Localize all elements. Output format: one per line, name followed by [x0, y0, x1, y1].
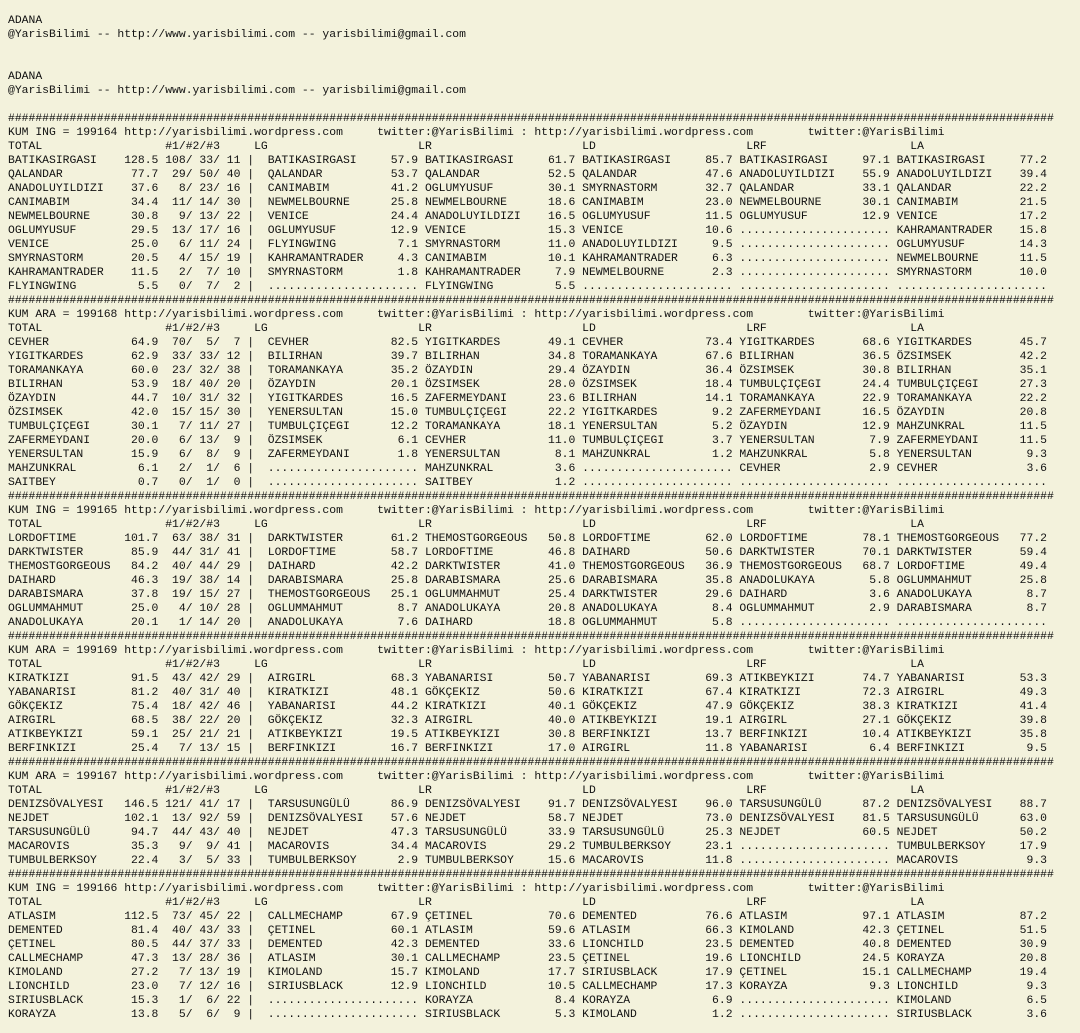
table-row: TUMBULBERKSOY 22.4 3/ 5/ 33 | TUMBULBERKSOY 2.9 TUMBULBERKSOY 15.6 MACAROVIS 11.8 ...................... MACAROVIS 9.3	[8, 855, 1047, 867]
contact-line-repeat: @YarisBilimi -- http://www.yarisbilimi.com -- yarisbilimi@gmail.com	[8, 85, 466, 97]
table-row: BILIRHAN 53.9 18/ 40/ 20 | ÖZAYDIN 20.1 ÖZSIMSEK 28.0 ÖZSIMSEK 18.4 TUMBULÇIÇEGI 24.4 TUMBULÇIÇEGI 27.3	[8, 379, 1047, 391]
race-section	[8, 756, 1080, 868]
separator-line: #########################################################################################################################################################	[8, 869, 1054, 881]
table-row: VENICE 25.0 6/ 11/ 24 | FLYINGWING 7.1 SMYRNASTORM 11.0 ANADOLUYILDIZI 9.5 ...................... OGLUMYUSUF 14.3	[8, 239, 1047, 251]
table-row: CANIMABIM 34.4 11/ 14/ 30 | NEWMELBOURNE 25.8 NEWMELBOURNE 18.6 CANIMABIM 23.0 NEWMELBOURNE 30.1 CANIMABIM 21.5	[8, 197, 1047, 209]
column-header: TOTAL #1/#2/#3 LG LR LD LRF LA	[8, 519, 924, 531]
table-row: DARABISMARA 37.8 19/ 15/ 27 | THEMOSTGORGEOUS 25.1 OGLUMMAHMUT 25.4 DARKTWISTER 29.6 DAIHARD 3.6 ANADOLUKAYA 8.7	[8, 589, 1047, 601]
race-title: KUM ING = 199165 http://yarisbilimi.wordpress.com twitter:@YarisBilimi : http://yarisbilimi.wordpress.com twitter:@YarisBilimi	[8, 505, 945, 517]
table-row: BERFINKIZI 25.4 7/ 13/ 15 | BERFINKIZI 16.7 BERFINKIZI 17.0 AIRGIRL 11.8 YABANARISI 6.4 BERFINKIZI 9.5	[8, 743, 1047, 755]
table-row: ÇETINEL 80.5 44/ 37/ 33 | DEMENTED 42.3 DEMENTED 33.6 LIONCHILD 23.5 DEMENTED 40.8 DEMENTED 30.9	[8, 939, 1047, 951]
race-section	[8, 868, 1080, 1022]
race-section	[8, 112, 1080, 294]
table-row: AIRGIRL 68.5 38/ 22/ 20 | GÖKÇEKIZ 32.3 AIRGIRL 40.0 ATIKBEYKIZI 19.1 AIRGIRL 27.1 GÖKÇEKIZ 39.8	[8, 715, 1047, 727]
table-row: DENIZSÖVALYESI 146.5 121/ 41/ 17 | TARSUSUNGÜLÜ 86.9 DENIZSÖVALYESI 91.7 DENIZSÖVALYESI 96.0 TARSUSUNGÜLÜ 87.2 DENIZSÖVALYESI 88.7	[8, 799, 1047, 811]
table-row: YIGITKARDES 62.9 33/ 33/ 12 | BILIRHAN 39.7 BILIRHAN 34.8 TORAMANKAYA 67.6 BILIRHAN 36.5 ÖZSIMSEK 42.2	[8, 351, 1047, 363]
table-row: LIONCHILD 23.0 7/ 12/ 16 | SIRIUSBLACK 12.9 LIONCHILD 10.5 CALLMECHAMP 17.3 KORAYZA 9.3 LIONCHILD 9.3	[8, 981, 1047, 993]
table-row: LORDOFTIME 101.7 63/ 38/ 31 | DARKTWISTER 61.2 THEMOSTGORGEOUS 50.8 LORDOFTIME 62.0 LORDOFTIME 78.1 THEMOSTGORGEOUS 77.2	[8, 533, 1047, 545]
table-row: ATIKBEYKIZI 59.1 25/ 21/ 21 | ATIKBEYKIZI 19.5 ATIKBEYKIZI 30.8 BERFINKIZI 13.7 BERFINKIZI 10.4 ATIKBEYKIZI 35.8	[8, 729, 1047, 741]
table-row: THEMOSTGORGEOUS 84.2 40/ 44/ 29 | DAIHARD 42.2 DARKTWISTER 41.0 THEMOSTGORGEOUS 36.9 THEMOSTGORGEOUS 68.7 LORDOFTIME 49.4	[8, 561, 1047, 573]
race-section	[8, 490, 1080, 630]
column-header: TOTAL #1/#2/#3 LG LR LD LRF LA	[8, 323, 924, 335]
table-row: ÖZSIMSEK 42.0 15/ 15/ 30 | YENERSULTAN 15.0 TUMBULÇIÇEGI 22.2 YIGITKARDES 9.2 ZAFERMEYDANI 16.5 ÖZAYDIN 20.8	[8, 407, 1047, 419]
table-row: TORAMANKAYA 60.0 23/ 32/ 38 | TORAMANKAYA 35.2 ÖZAYDIN 29.4 ÖZAYDIN 36.4 ÖZSIMSEK 30.8 BILIRHAN 35.1	[8, 365, 1047, 377]
table-row: FLYINGWING 5.5 0/ 7/ 2 | ...................... FLYINGWING 5.5 ...................... ...................... ......................	[8, 281, 1047, 293]
column-header: TOTAL #1/#2/#3 LG LR LD LRF LA	[8, 897, 924, 909]
table-row: SMYRNASTORM 20.5 4/ 15/ 19 | KAHRAMANTRADER 4.3 CANIMABIM 10.1 KAHRAMANTRADER 6.3 ...................... NEWMELBOURNE 11.5	[8, 253, 1047, 265]
table-row: KAHRAMANTRADER 11.5 2/ 7/ 10 | SMYRNASTORM 1.8 KAHRAMANTRADER 7.9 NEWMELBOURNE 2.3 ...................... SMYRNASTORM 10.0	[8, 267, 1047, 279]
table-row: SIRIUSBLACK 15.3 1/ 6/ 22 | ...................... KORAYZA 8.4 KORAYZA 6.9 ...................... KIMOLAND 6.5	[8, 995, 1047, 1007]
table-row: OGLUMYUSUF 29.5 13/ 17/ 16 | OGLUMYUSUF 12.9 VENICE 15.3 VENICE 10.6 ...................... KAHRAMANTRADER 15.8	[8, 225, 1047, 237]
page-title: ADANA	[8, 15, 43, 27]
race-section	[8, 294, 1080, 490]
table-row: YABANARISI 81.2 40/ 31/ 40 | KIRATKIZI 48.1 GÖKÇEKIZ 50.6 KIRATKIZI 67.4 KIRATKIZI 72.3 AIRGIRL 49.3	[8, 687, 1047, 699]
contact-line: @YarisBilimi -- http://www.yarisbilimi.com -- yarisbilimi@gmail.com	[8, 29, 466, 41]
table-row: KORAYZA 13.8 5/ 6/ 9 | ...................... SIRIUSBLACK 5.3 KIMOLAND 1.2 ...................... SIRIUSBLACK 3.6	[8, 1009, 1047, 1021]
column-header: TOTAL #1/#2/#3 LG LR LD LRF LA	[8, 785, 924, 797]
table-row: GÖKÇEKIZ 75.4 18/ 42/ 46 | YABANARISI 44.2 KIRATKIZI 40.1 GÖKÇEKIZ 47.9 GÖKÇEKIZ 38.3 KIRATKIZI 41.4	[8, 701, 1047, 713]
race-title: KUM ING = 199166 http://yarisbilimi.wordpress.com twitter:@YarisBilimi : http://yarisbilimi.wordpress.com twitter:@YarisBilimi	[8, 883, 945, 895]
race-title: KUM ARA = 199169 http://yarisbilimi.wordpress.com twitter:@YarisBilimi : http://yarisbilimi.wordpress.com twitter:@YarisBilimi	[8, 645, 945, 657]
table-row: MACAROVIS 35.3 9/ 9/ 41 | MACAROVIS 34.4 MACAROVIS 29.2 TUMBULBERKSOY 23.1 ...................... TUMBULBERKSOY 17.9	[8, 841, 1047, 853]
table-row: TUMBULÇIÇEGI 30.1 7/ 11/ 27 | TUMBULÇIÇEGI 12.2 TORAMANKAYA 18.1 YENERSULTAN 5.2 ÖZAYDIN 12.9 MAHZUNKRAL 11.5	[8, 421, 1047, 433]
separator-line: #########################################################################################################################################################	[8, 757, 1054, 769]
race-title: KUM ARA = 199168 http://yarisbilimi.wordpress.com twitter:@YarisBilimi : http://yarisbilimi.wordpress.com twitter:@YarisBilimi	[8, 309, 945, 321]
race-title: KUM ARA = 199167 http://yarisbilimi.wordpress.com twitter:@YarisBilimi : http://yarisbilimi.wordpress.com twitter:@YarisBilimi	[8, 771, 945, 783]
race-section	[8, 630, 1080, 756]
table-row: TARSUSUNGÜLÜ 94.7 44/ 43/ 40 | NEJDET 47.3 TARSUSUNGÜLÜ 33.9 TARSUSUNGÜLÜ 25.3 NEJDET 60.5 NEJDET 50.2	[8, 827, 1047, 839]
table-row: CEVHER 64.9 70/ 5/ 7 | CEVHER 82.5 YIGITKARDES 49.1 CEVHER 73.4 YIGITKARDES 68.6 YIGITKARDES 45.7	[8, 337, 1047, 349]
table-row: ÖZAYDIN 44.7 10/ 31/ 32 | YIGITKARDES 16.5 ZAFERMEYDANI 23.6 BILIRHAN 14.1 TORAMANKAYA 22.9 TORAMANKAYA 22.2	[8, 393, 1047, 405]
race-title: KUM ING = 199164 http://yarisbilimi.wordpress.com twitter:@YarisBilimi : http://yarisbilimi.wordpress.com twitter:@YarisBilimi	[8, 127, 945, 139]
table-row: OGLUMMAHMUT 25.0 4/ 10/ 28 | OGLUMMAHMUT 8.7 ANADOLUKAYA 20.8 ANADOLUKAYA 8.4 OGLUMMAHMUT 2.9 DARABISMARA 8.7	[8, 603, 1047, 615]
table-row: DEMENTED 81.4 40/ 43/ 33 | ÇETINEL 60.1 ATLASIM 59.6 ATLASIM 66.3 KIMOLAND 42.3 ÇETINEL 51.5	[8, 925, 1047, 937]
separator-line: #########################################################################################################################################################	[8, 295, 1054, 307]
table-row: ATLASIM 112.5 73/ 45/ 22 | CALLMECHAMP 67.9 ÇETINEL 70.6 DEMENTED 76.6 ATLASIM 97.1 ATLASIM 87.2	[8, 911, 1047, 923]
table-row: ANADOLUYILDIZI 37.6 8/ 23/ 16 | CANIMABIM 41.2 OGLUMYUSUF 30.1 SMYRNASTORM 32.7 QALANDAR 33.1 QALANDAR 22.2	[8, 183, 1047, 195]
table-row: SAITBEY 0.7 0/ 1/ 0 | ...................... SAITBEY 1.2 ...................... ...................... ......................	[8, 477, 1047, 489]
table-row: NEWMELBOURNE 30.8 9/ 13/ 22 | VENICE 24.4 ANADOLUYILDIZI 16.5 OGLUMYUSUF 11.5 OGLUMYUSUF 12.9 VENICE 17.2	[8, 211, 1047, 223]
table-row: DARKTWISTER 85.9 44/ 31/ 41 | LORDOFTIME 58.7 LORDOFTIME 46.8 DAIHARD 50.6 DARKTWISTER 70.1 DARKTWISTER 59.4	[8, 547, 1047, 559]
table-row: NEJDET 102.1 13/ 92/ 59 | DENIZSÖVALYESI 57.6 NEJDET 58.7 NEJDET 73.0 DENIZSÖVALYESI 81.5 TARSUSUNGÜLÜ 63.0	[8, 813, 1047, 825]
table-row: ANADOLUKAYA 20.1 1/ 14/ 20 | ANADOLUKAYA 7.6 DAIHARD 18.8 OGLUMMAHMUT 5.8 ...................... ......................	[8, 617, 1047, 629]
race-sections	[8, 112, 1080, 1022]
column-header: TOTAL #1/#2/#3 LG LR LD LRF LA	[8, 141, 924, 153]
table-row: KIRATKIZI 91.5 43/ 42/ 29 | AIRGIRL 68.3 YABANARISI 50.7 YABANARISI 69.3 ATIKBEYKIZI 74.7 YABANARISI 53.3	[8, 673, 1047, 685]
separator-line: #########################################################################################################################################################	[8, 631, 1054, 643]
table-row: QALANDAR 77.7 29/ 50/ 40 | QALANDAR 53.7 QALANDAR 52.5 QALANDAR 47.6 ANADOLUYILDIZI 55.9 ANADOLUYILDIZI 39.4	[8, 169, 1047, 181]
table-row: MAHZUNKRAL 6.1 2/ 1/ 6 | ...................... MAHZUNKRAL 3.6 ...................... CEVHER 2.9 CEVHER 3.6	[8, 463, 1047, 475]
table-row: YENERSULTAN 15.9 6/ 8/ 9 | ZAFERMEYDANI 1.8 YENERSULTAN 8.1 MAHZUNKRAL 1.2 MAHZUNKRAL 5.8 YENERSULTAN 9.3	[8, 449, 1047, 461]
table-row: KIMOLAND 27.2 7/ 13/ 19 | KIMOLAND 15.7 KIMOLAND 17.7 SIRIUSBLACK 17.9 ÇETINEL 15.1 CALLMECHAMP 19.4	[8, 967, 1047, 979]
separator-line: #########################################################################################################################################################	[8, 113, 1054, 125]
table-row: ZAFERMEYDANI 20.0 6/ 13/ 9 | ÖZSIMSEK 6.1 CEVHER 11.0 TUMBULÇIÇEGI 3.7 YENERSULTAN 7.9 ZAFERMEYDANI 11.5	[8, 435, 1047, 447]
table-row: CALLMECHAMP 47.3 13/ 28/ 36 | ATLASIM 30.1 CALLMECHAMP 23.5 ÇETINEL 19.6 LIONCHILD 24.5 KORAYZA 20.8	[8, 953, 1047, 965]
page-title-repeat: ADANA	[8, 71, 43, 83]
table-row: BATIKASIRGASI 128.5 108/ 33/ 11 | BATIKASIRGASI 57.9 BATIKASIRGASI 61.7 BATIKASIRGASI 85.7 BATIKASIRGASI 97.1 BATIKASIRGASI 77.2	[8, 155, 1047, 167]
column-header: TOTAL #1/#2/#3 LG LR LD LRF LA	[8, 659, 924, 671]
table-row: DAIHARD 46.3 19/ 38/ 14 | DARABISMARA 25.8 DARABISMARA 25.6 DARABISMARA 35.8 ANADOLUKAYA 5.8 OGLUMMAHMUT 25.8	[8, 575, 1047, 587]
separator-line: #########################################################################################################################################################	[8, 491, 1054, 503]
